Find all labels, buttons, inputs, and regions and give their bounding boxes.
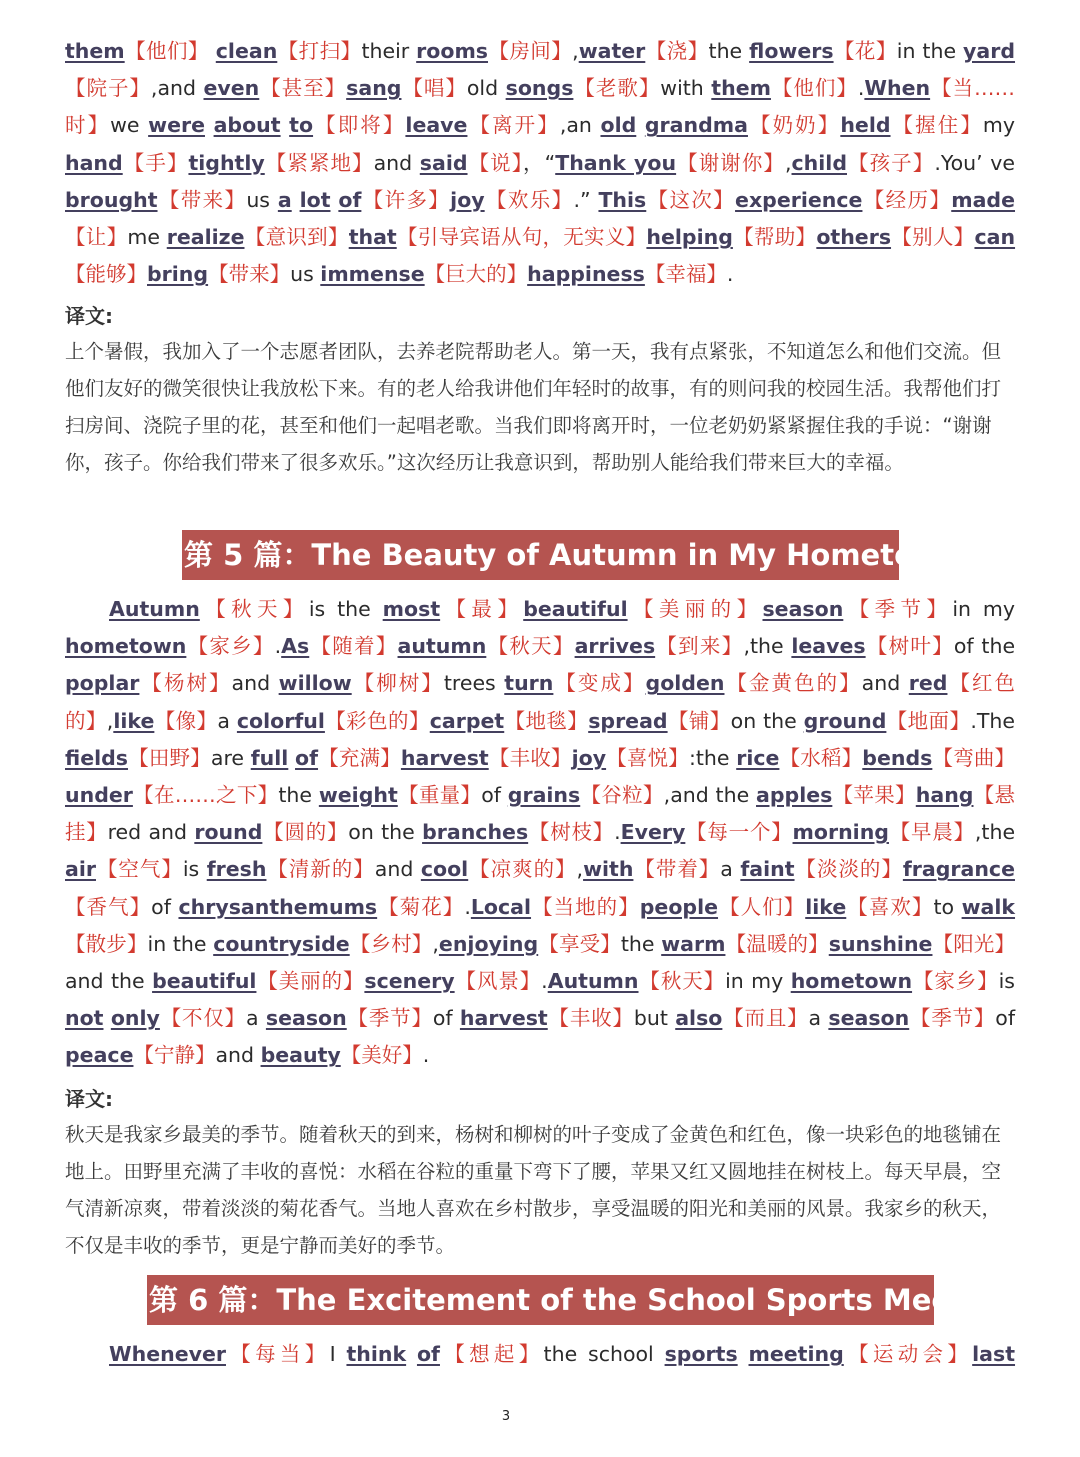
plain-text: a [246,1006,266,1031]
keyword: enjoying [438,931,539,956]
plain-text: ,an [559,113,601,138]
keyword: like [805,894,847,919]
chinese-gloss: 【这次】 [646,187,736,212]
chinese-gloss: 【变成】 [553,671,646,696]
keyword: arrives [574,634,656,659]
chinese-gloss: 【香气】 [65,894,152,919]
keyword: about [213,113,281,138]
chinese-gloss: 【即将】 [313,113,406,138]
keyword: season [265,1006,347,1031]
keyword: joy [571,745,607,770]
chinese-gloss: 【充满】 [318,745,401,770]
keyword: rice [736,745,780,770]
plain-text: are [210,745,251,770]
chinese-gloss: 【欢乐】 [484,187,574,212]
keyword: not [65,1006,104,1031]
plain-text: is [998,969,1015,994]
chinese-gloss: 【离开】 [467,113,560,138]
chinese-gloss: 【季节】 [909,1006,996,1031]
chinese-gloss: 【杨树】 [139,671,232,696]
chinese-gloss: 【随着】 [309,634,398,659]
plain-text: and [231,671,279,696]
keyword: branches [422,820,529,845]
keyword: fresh [206,857,267,882]
keyword: of [416,1342,440,1366]
keyword: willow [278,671,352,696]
plain-text: . [614,820,621,845]
plain-text: ,and the [663,783,757,808]
plain-text: and [861,671,909,696]
keyword: most [382,597,441,621]
plain-text: the school [543,1342,665,1366]
chinese-gloss: 【不仅】 [159,1006,246,1031]
keyword: child [791,150,847,175]
keyword: clean [215,39,278,63]
chinese-gloss: 【谷粒】 [580,783,664,808]
plain-text: on the [348,820,423,845]
keyword: rooms [416,39,489,63]
chinese-gloss: 【圆的】 [262,820,349,845]
chinese-gloss: 【家乡】 [912,969,999,994]
plain-text: me [127,225,167,250]
chinese-gloss: 【花】 [833,39,897,63]
keyword: a [277,187,292,212]
keyword: also [675,1006,723,1031]
keyword: harvest [400,745,489,770]
keyword: sports [664,1342,738,1366]
chinese-gloss: 【季节】 [843,597,953,621]
chinese-gloss: 【当地的】 [531,894,640,919]
chinese-gloss: 【地面】 [886,708,971,733]
plain-text: :the [688,745,737,770]
keyword: carpet [429,708,505,733]
chinese-gloss: 【喜欢】 [846,894,934,919]
keyword: were [148,113,205,138]
chinese-gloss: 【谢谢你】 [676,150,785,175]
section-6-title: 第 6 篇：The Excitement of the School Sports Meeting [147,1275,934,1325]
chinese-gloss: 【菊花】 [377,894,465,919]
chinese-gloss: 【经历】 [862,187,952,212]
chinese-gloss: 【红色的】 [65,671,1016,733]
plain-text: red and [107,820,195,845]
keyword: grandma [644,113,748,138]
keyword: songs [505,76,574,101]
chinese-gloss: 【老歌】 [573,76,661,101]
plain-text [406,1342,417,1366]
keyword: hometown [65,634,187,659]
chinese-gloss: 【温暖的】 [725,931,829,956]
chinese-gloss: 【水稻】 [779,745,863,770]
chinese-gloss: 【带着】 [633,857,721,882]
keyword: Autumn [109,597,200,621]
keyword: faint [740,857,795,882]
keyword: chrysanthemums [178,894,378,919]
plain-text: in the [896,39,964,63]
keyword: harvest [459,1006,548,1031]
plain-text: , [784,150,792,175]
chinese-gloss: 【丰收】 [547,1006,634,1031]
keyword: hometown [790,969,913,994]
keyword: tightly [188,150,265,175]
keyword: hang [915,783,974,808]
chinese-gloss: 【散步】 [65,931,148,956]
plain-text: on the [730,708,804,733]
chinese-gloss: 【秋天】 [486,634,575,659]
keyword: full [250,745,289,770]
chinese-gloss: 【他们】 [770,76,858,101]
passage-5-annotated-text [65,591,1015,1075]
chinese-gloss: 【美好】 [340,1043,423,1068]
keyword: of [295,745,319,770]
translation-label-4: 译文: [65,304,113,328]
keyword: bring [147,262,209,287]
keyword: grains [507,783,581,808]
chinese-gloss: 【享受】 [538,931,621,956]
keyword: fragrance [902,857,1015,882]
keyword: can [974,225,1016,250]
keyword: apples [756,783,833,808]
plain-text: the [278,783,319,808]
plain-text: and [373,150,420,175]
chinese-gloss: 【想起】 [439,1342,544,1366]
chinese-gloss: 【苹果】 [832,783,916,808]
keyword: cool [420,857,469,882]
keyword: flowers [749,39,834,63]
plain-text: .” [573,187,591,212]
keyword: As [281,634,310,659]
translation-label-5: 译文: [65,1087,113,1111]
chinese-gloss: 【宁静】 [133,1043,216,1068]
plain-text [205,113,214,137]
plain-text: of the [953,634,1016,659]
keyword: sang [346,76,402,101]
chinese-gloss: 【清新的】 [266,857,375,882]
keyword: round [194,820,263,845]
passage-4-annotated-text [65,33,1015,293]
plain-text: and [374,857,421,882]
chinese-gloss: 【带来】 [157,187,247,212]
keyword: meeting [748,1342,844,1366]
keyword: colorful [236,708,325,733]
chinese-gloss: 【最】 [440,597,524,621]
plain-text: of [432,1006,460,1031]
chinese-gloss: 【铺】 [667,708,731,733]
keyword: walk [961,894,1016,919]
keyword: water [578,39,646,63]
chinese-gloss: 【每一个】 [685,820,793,845]
keyword: people [639,894,719,919]
chinese-gloss: 【帮助】 [732,225,817,250]
plain-text: . [274,634,282,659]
keyword: Every [620,820,686,845]
keyword: weight [318,783,398,808]
keyword: countryside [213,931,350,956]
keyword: immense [320,262,425,287]
chinese-gloss: 【树枝】 [528,820,615,845]
keyword: joy [450,187,485,212]
chinese-gloss: 【空气】 [95,857,183,882]
keyword: Autumn [547,969,639,994]
chinese-gloss: 【手】 [122,150,189,175]
plain-text: a [808,1006,829,1031]
chinese-gloss: 【孩子】 [847,150,935,175]
keyword: red [908,671,948,696]
plain-text: .You’ ve [934,150,1016,175]
chinese-gloss: 【带来】 [208,262,291,287]
keyword: old [600,113,637,138]
keyword: season [828,1006,910,1031]
plain-text: us [246,187,278,212]
plain-text [288,746,295,770]
plain-text: , [432,931,439,956]
keyword: beautiful [152,969,257,994]
chinese-gloss: 【让】 [65,225,128,250]
chinese-gloss: 【唱】 [401,76,467,101]
chinese-gloss: 【打扫】 [277,39,362,63]
keyword: Thank you [555,150,677,175]
passage-5-translation: 秋天是我家乡最美的季节。随着秋天的到来，杨树和柳树的叶子变成了金黄色和红色，像一块彩色的地毯铺在地上。田野里充满了丰收的喜悦：水稻在谷粒的重量下弯下了腰，苹果又红又圆地挂在树枝上。每天早晨，空气清新凉爽，带着淡淡的菊花香气。当地人喜欢在乡村散步，享受温暖的阳光和美丽的风景。我家乡的秋天，不仅是丰收的季节，更是宁静而美好的季节。 [65,1123,1002,1257]
chinese-gloss: 【淡淡的】 [794,857,903,882]
plain-text: . [541,969,548,994]
keyword: This [598,187,647,212]
chinese-gloss: 【当……时】 [65,76,1016,138]
keyword: happiness [527,262,645,287]
chinese-gloss: 【浇】 [645,39,709,63]
keyword: beauty [260,1043,341,1068]
plain-text: a [217,708,237,733]
chinese-gloss: 【家乡】 [186,634,275,659]
keyword: held [840,113,891,138]
chinese-gloss: 【幸福】 [644,262,727,287]
keyword: Whenever [109,1342,226,1366]
keyword: experience [735,187,863,212]
keyword: peace [65,1043,134,1068]
plain-text: ,the [743,634,792,659]
chinese-gloss: 【田野】 [128,745,211,770]
keyword: under [65,783,133,808]
chinese-gloss: 【甚至】 [259,76,347,101]
keyword: them [65,39,125,63]
chinese-gloss: 【许多】 [361,187,451,212]
keyword: lot [299,187,331,212]
chinese-gloss: 【人们】 [718,894,806,919]
keyword: When [864,76,931,101]
plain-text: us [290,262,321,287]
plain-text: I [329,1342,347,1366]
chinese-gloss: 【像】 [154,708,218,733]
keyword: bends [862,745,933,770]
keyword: of [338,187,362,212]
chinese-gloss: 【秋天】 [638,969,726,994]
chinese-gloss: 【金黄色的】 [724,671,862,696]
keyword: them [711,76,771,101]
plain-text: but [633,1006,676,1031]
chinese-gloss: 【凉爽的】 [468,857,577,882]
chinese-gloss: 【彩色的】 [324,708,430,733]
plain-text: is [182,857,207,882]
passage-6-annotated-text [65,1336,1015,1373]
chinese-gloss: 【握住】 [890,113,983,138]
plain-text: old [466,76,506,101]
keyword: warm [661,931,726,956]
chinese-gloss: 【说】 [467,150,524,175]
plain-text: trees [443,671,505,696]
plain-text: of [481,783,508,808]
chinese-gloss: 【悬挂】 [65,783,1016,845]
keyword: last [972,1342,1016,1366]
plain-text: and the [65,969,153,994]
chinese-gloss: 【在……之下】 [132,783,279,808]
plain-text [292,188,300,212]
plain-text: the [708,39,750,63]
keyword: others [816,225,892,250]
keyword: fields [65,745,129,770]
keyword: ground [803,708,887,733]
keyword: air [65,857,96,882]
plain-text: we [110,113,149,138]
keyword: helping [646,225,733,250]
chinese-gloss: 【每当】 [225,1342,330,1366]
chinese-gloss: 【运动会】 [843,1342,973,1366]
plain-text: . [857,76,865,101]
chinese-gloss: 【美丽的】 [256,969,365,994]
keyword: even [203,76,260,101]
chinese-gloss: 【弯曲】 [932,745,1016,770]
chinese-gloss: 【引导宾语从句，无实义】 [396,225,647,250]
keyword: with [583,857,634,882]
plain-text: ，“ [523,150,556,175]
chinese-gloss: 【风景】 [454,969,542,994]
chinese-gloss: 【柳树】 [351,671,444,696]
plain-text [209,39,216,63]
section-5-title: 第 5 篇：The Beauty of Autumn in My Hometown [182,530,899,580]
plain-text: with [660,76,712,101]
plain-text: is the [308,597,383,621]
chinese-gloss: 【喜悦】 [606,745,689,770]
chinese-gloss: 【早晨】 [888,820,975,845]
page-number: 3 [501,1409,511,1424]
chinese-gloss: 【意识到】 [244,225,349,250]
keyword: that [348,225,397,250]
keyword: leaves [791,634,866,659]
plain-text: and [215,1043,261,1068]
plain-text: in the [147,931,214,956]
keyword: Local [470,894,532,919]
keyword: only [110,1006,160,1031]
chinese-gloss: 【巨大的】 [424,262,528,287]
keyword: golden [645,671,725,696]
chinese-gloss: 【他们】 [124,39,209,63]
keyword: scenery [364,969,455,994]
chinese-gloss: 【紧紧地】 [264,150,374,175]
keyword: think [346,1342,407,1366]
plain-text: ,and [150,76,204,101]
plain-text [636,113,645,137]
chinese-gloss: 【树叶】 [865,634,954,659]
plain-text: a [720,857,741,882]
plain-text: , [572,39,579,63]
keyword: leave [405,113,468,138]
plain-text [281,113,290,137]
keyword: to [289,113,314,138]
chinese-gloss: 【乡村】 [349,931,433,956]
chinese-gloss: 【到来】 [655,634,744,659]
plain-text: of [995,1006,1016,1031]
plain-text: . [422,1043,430,1068]
keyword: sunshine [828,931,933,956]
plain-text: , [106,708,114,733]
passage-4-translation: 上个暑假，我加入了一个志愿者团队，去养老院帮助老人。第一天，我有点紧张，不知道怎么和他们交流。但他们友好的微笑很快让我放松下来。有的老人给我讲他们年轻时的故事，有的则问我的校园生活。我帮他们打扫房间、浇院子里的花，甚至和他们一起唱老歌。当我们即将离开时，一位老奶奶紧紧握住我的手说：“谢谢你，孩子。你给我们带来了很多欢乐。”这次经历让我意识到，帮助别人能给我们带来巨大的幸福。 [65,340,1002,474]
keyword: realize [166,225,245,250]
chinese-gloss: 【季节】 [346,1006,433,1031]
keyword: morning [792,820,889,845]
chinese-gloss: 【房间】 [488,39,573,63]
chinese-gloss: 【别人】 [891,225,975,250]
keyword: turn [504,671,554,696]
plain-text: in my [952,597,1016,621]
plain-text: in my [725,969,791,994]
plain-text: .The [970,708,1015,733]
chinese-gloss: 【美丽的】 [627,597,763,621]
chinese-gloss: 【阳光】 [932,931,1016,956]
plain-text [103,1006,110,1030]
plain-text: their [361,39,417,63]
keyword: said [419,150,468,175]
keyword: like [113,708,155,733]
keyword: brought [65,187,158,212]
plain-text: the [620,931,662,956]
chinese-gloss: 【重量】 [397,783,482,808]
keyword: hand [65,150,123,175]
chinese-gloss: 【奶奶】 [747,113,841,138]
keyword: beautiful [523,597,628,621]
keyword: autumn [397,634,487,659]
plain-text: to [933,894,962,919]
keyword: season [762,597,844,621]
chinese-gloss: 【而且】 [722,1006,809,1031]
keyword: made [951,187,1016,212]
keyword: spread [588,708,668,733]
chinese-gloss: 【丰收】 [488,745,572,770]
keyword: poplar [65,671,140,696]
plain-text: of [151,894,179,919]
chinese-gloss: 【院子】 [65,76,151,101]
chinese-gloss: 【地毯】 [504,708,589,733]
plain-text: . [464,894,471,919]
plain-text [738,1342,749,1366]
chinese-gloss: 【秋天】 [199,597,309,621]
plain-text: . [726,262,734,287]
plain-text: , [576,857,584,882]
keyword: yard [963,39,1016,63]
plain-text: ,the [974,820,1016,845]
plain-text: my [982,113,1015,138]
chinese-gloss: 【能够】 [65,262,147,287]
